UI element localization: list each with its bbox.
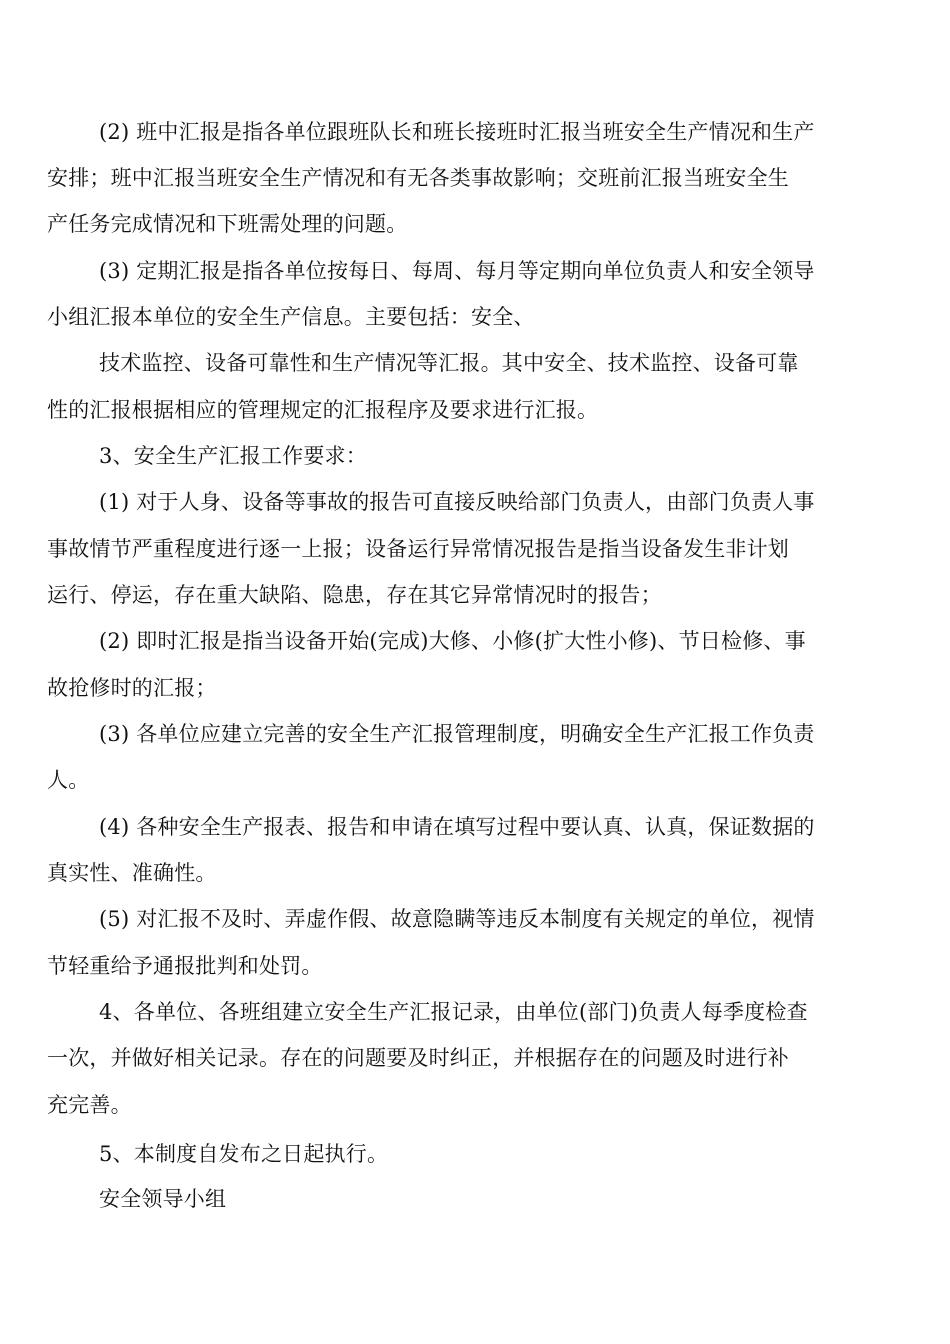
text-line: 事故情节严重程度进行逐一上报；设备运行异常情况报告是指当设备发生非计划 (47, 537, 789, 561)
text-line: (2) 班中汇报是指各单位跟班队长和班长接班时汇报当班安全生产情况和生产 (99, 120, 815, 144)
text-line: 真实性、准确性。 (47, 861, 217, 885)
text-line: (4) 各种安全生产报表、报告和申请在填写过程中要认真、认真，保证数据的 (99, 815, 815, 839)
text-line: (5) 对汇报不及时、弄虚作假、故意隐瞒等违反本制度有关规定的单位，视情 (99, 907, 815, 931)
text-line: 安排；班中汇报当班安全生产情况和有无各类事故影响；交班前汇报当班安全生 (47, 166, 789, 190)
text-line: 性的汇报根据相应的管理规定的汇报程序及要求进行汇报。 (47, 398, 599, 422)
text-line: 人。 (47, 768, 90, 792)
text-line: 3、安全生产汇报工作要求： (99, 444, 367, 468)
text-line: 5、本制度自发布之日起执行。 (99, 1142, 389, 1166)
text-line: 一次，并做好相关记录。存在的问题要及时纠正，并根据存在的问题及时进行补 (47, 1046, 789, 1070)
text-line: 产任务完成情况和下班需处理的问题。 (47, 212, 408, 236)
text-line: (2) 即时汇报是指当设备开始(完成)大修、小修(扩大性小修)、节日检修、事 (99, 629, 806, 653)
text-line: 节轻重给予通报批判和处罚。 (47, 954, 323, 978)
text-line: 故抢修时的汇报； (47, 676, 217, 700)
text-line: (3) 定期汇报是指各单位按每日、每周、每月等定期向单位负责人和安全领导 (99, 259, 815, 283)
text-line: 充完善。 (47, 1093, 132, 1117)
text-line: (3) 各单位应建立完善的安全生产汇报管理制度，明确安全生产汇报工作负责 (99, 722, 815, 746)
text-line: (1) 对于人身、设备等事故的报告可直接反映给部门负责人，由部门负责人事 (99, 490, 815, 514)
signature-line: 安全领导小组 (99, 1187, 227, 1211)
text-line: 4、各单位、各班组建立安全生产汇报记录，由单位(部门)负责人每季度检查 (99, 1000, 808, 1024)
text-line: 小组汇报本单位的安全生产信息。主要包括：安全、 (47, 305, 535, 329)
text-line: 技术监控、设备可靠性和生产情况等汇报。其中安全、技术监控、设备可靠 (99, 351, 799, 375)
text-line: 运行、停运，存在重大缺陷、隐患，存在其它异常情况时的报告； (47, 583, 662, 607)
